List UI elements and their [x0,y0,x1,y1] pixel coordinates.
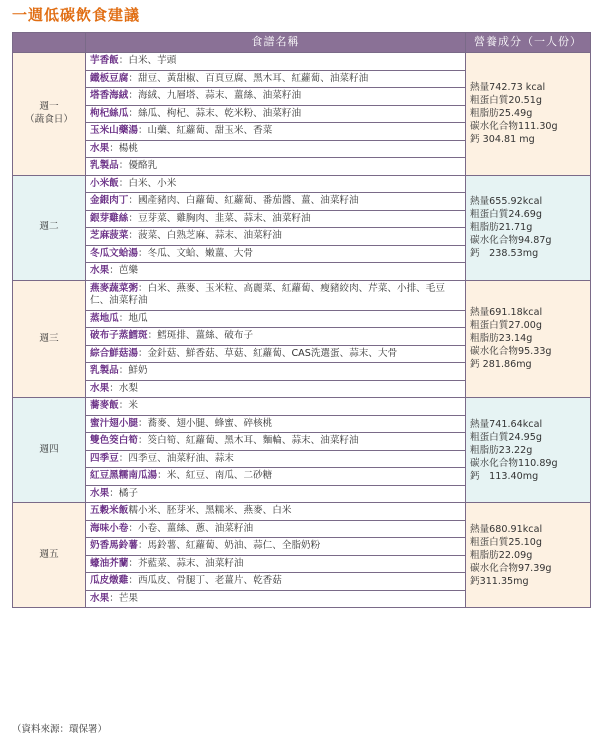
table-row [13,175,591,193]
dish-ingredients: ：金針菇、鮮香菇、草菇、紅蘿蔔、CAS洗選蛋、蒜末、大骨 [137,347,398,359]
dish-name: 綜合鮮菇湯 [90,347,138,359]
dish-ingredients: ：芒果 [109,592,138,604]
nutrition-line: 熱量680.91kcal [470,523,543,535]
nutrition-line: 鈣 113.40mg [470,470,539,482]
dish-ingredients: ：優酪乳 [118,160,158,171]
menu-item [86,88,466,106]
nutrition-line: 粗脂肪22.09g [470,549,533,561]
day-cell [13,280,86,398]
day-cell [13,175,86,280]
dish-ingredients: ：芭樂 [109,265,138,276]
dish-name: 瓜皮燉雞 [90,575,129,586]
dish-ingredients: ：鱈斑排、薑絲、破布子 [147,330,254,341]
menu-item [86,280,466,310]
menu-item [86,245,466,263]
nutrition-line: 粗蛋白質25.10g [470,536,542,548]
menu-item [86,105,466,123]
dish-name: 蕎麥飯 [90,400,119,411]
dish-name: 雙色筊白筍 [90,435,138,446]
dish-name: 水果 [90,382,110,394]
day-label: 週四 [39,443,59,455]
dish-name: 五穀米飯 [90,505,129,516]
menu-item [86,380,466,398]
dish-ingredients: ：白米、芋頭 [118,55,177,66]
nutrition-line: 熱量655.92kcal [470,196,543,207]
dish-ingredients: ：米 [118,400,138,411]
nutrition-line: 碳水化合物111.30g [470,121,558,133]
nutrition-line: 碳水化合物94.87g [470,235,552,246]
dish-ingredients: ：國產豬肉、白蘿蔔、紅蘿蔔、番茄醬、薑、油菜籽油 [128,195,359,206]
menu-item [86,228,466,246]
nutrition-line: 粗蛋白質20.51g [470,95,542,107]
menu-item [86,193,466,211]
dish-ingredients: ：四季豆、油菜籽油、蒜末 [118,452,234,464]
nutrition-line: 粗脂肪25.49g [470,108,533,120]
menu-item [86,415,466,433]
dish-name: 玉米山藥湯 [90,125,138,136]
menu-item [86,263,466,281]
nutrition-cell [466,280,591,398]
table-row [13,398,591,416]
dish-name: 小米飯 [90,177,119,189]
dish-name: 乳製品 [90,160,119,171]
dish-name: 四季豆 [90,452,119,464]
nutrition-cell [466,175,591,280]
dish-ingredients: ：山藥、紅蘿蔔、甜玉米、香菜 [137,125,273,136]
dish-name: 蠔油芥蘭 [90,557,129,569]
day-cell [13,503,86,608]
nutrition-line: 鈣 281.86mg [470,359,532,371]
dish-ingredients: ：米、紅豆、南瓜、二砂糖 [157,470,273,481]
menu-item [86,175,466,193]
table-header-row [13,33,591,53]
dish-name: 破布子蒸鱈斑 [90,330,148,341]
dish-ingredients: ：菠菜、白熟芝麻、蒜末、油菜籽油 [128,230,282,241]
day-label: 週五 [39,548,59,560]
dish-name: 枸杞絲瓜 [90,107,129,119]
day-cell [13,398,86,503]
nutrition-line: 粗蛋白質27.00g [470,320,542,332]
menu-item [86,398,466,416]
menu-item [86,328,466,346]
dish-ingredients: 糯小米、胚芽米、黑糯米、燕麥、白米 [128,505,292,516]
dish-ingredients: ：白米、燕麥、玉米粒、高麗菜、紅蘿蔔、瘦豬絞肉、芹菜、小排、毛豆仁、油菜籽油 [90,282,445,306]
menu-table [12,32,591,608]
dish-name: 蒸地瓜 [90,312,119,324]
nutrition-line: 碳水化合物97.39g [470,562,552,574]
nutrition-cell [466,53,591,176]
dish-name: 蜜汁翅小腿 [90,417,138,429]
menu-item [86,538,466,556]
nutrition-line: 鈣 304.81 mg [470,134,535,146]
dish-name: 銀芽雞絲 [90,212,129,224]
table-row [13,53,591,71]
menu-item [86,310,466,328]
menu-item [86,590,466,608]
menu-item [86,158,466,176]
dish-name: 鐵板豆腐 [90,72,129,84]
menu-item [86,573,466,591]
nutrition-line: 粗脂肪23.22g [470,444,533,456]
dish-ingredients: ：豆芽菜、雞胸肉、韭菜、蒜末、油菜籽油 [128,212,311,224]
menu-item [86,433,466,451]
dish-name: 水果 [90,265,110,276]
menu-item [86,468,466,486]
dish-name: 海味小卷 [90,522,129,534]
nutrition-line: 熱量742.73 kcal [470,82,546,94]
dish-name: 奶香馬鈴薯 [90,540,138,551]
dish-ingredients: ：小卷、薑絲、蔥、油菜籽油 [128,522,254,534]
dish-name: 芝麻菠菜 [90,230,129,241]
dish-name: 芋香飯 [90,55,119,66]
dish-ingredients: ：楊桃 [109,142,138,154]
nutrition-line: 粗蛋白質24.95g [470,431,542,443]
nutrition-cell [466,398,591,503]
day-label: 週一 [39,101,59,113]
dish-ingredients: ：鮮奶 [118,365,148,376]
header-nutrition: 營養成分（一人份） [466,33,591,53]
nutrition-line: 鈣311.35mg [470,575,529,587]
table-row [13,280,591,310]
dish-ingredients: ：冬瓜、文蛤、嫩薑、大骨 [137,247,254,259]
nutrition-line: 粗脂肪21.71g [470,222,533,233]
menu-item [86,485,466,503]
dish-ingredients: ：芥藍菜、蒜末、油菜籽油 [128,557,244,569]
dish-ingredients: ：筊白筍、紅蘿蔔、黑木耳、麵輪、蒜末、油菜籽油 [137,435,359,446]
menu-item [86,555,466,573]
dish-ingredients: ：蕎麥、翅小腿、蜂蜜、碎核桃 [137,417,273,429]
nutrition-line: 熱量691.18kcal [470,307,543,319]
dish-name: 水果 [90,142,110,154]
dish-ingredients: ：白米、小米 [118,177,177,189]
header-menu: 食譜名稱 [86,33,466,53]
nutrition-line: 碳水化合物110.89g [470,457,558,469]
table-row [13,503,591,521]
day-note: （蔬食日） [25,113,73,125]
nutrition-line: 鈣 238.53mg [470,248,539,259]
dish-name: 水果 [90,487,110,499]
source-note: （資料來源：環保署） [12,724,108,735]
dish-name: 燕麥蔬菜粥 [90,282,138,294]
page-title: 一週低碳飲食建議 [12,6,141,24]
menu-item [86,53,466,71]
menu-item [86,210,466,228]
menu-item [86,140,466,158]
dish-ingredients: ：馬鈴薯、紅蘿蔔、奶油、蒜仁、全脂奶粉 [137,540,321,551]
dish-ingredients: ：水梨 [109,382,138,394]
nutrition-line: 碳水化合物95.33g [470,346,552,358]
dish-name: 塔香海絨 [90,90,129,101]
menu-item [86,123,466,141]
menu-item [86,450,466,468]
menu-item [86,70,466,88]
dish-ingredients: ：地瓜 [118,312,148,324]
nutrition-line: 粗蛋白質24.69g [470,209,542,220]
menu-item [86,503,466,521]
nutrition-line: 粗脂肪23.14g [470,333,533,345]
menu-item [86,345,466,363]
menu-item [86,363,466,381]
dish-ingredients: ：絲瓜、枸杞、蒜末、乾米粉、油菜籽油 [128,107,302,119]
dish-name: 乳製品 [90,365,119,376]
dish-ingredients: ：西瓜皮、骨腿丁、老薑片、乾香菇 [128,575,282,586]
dish-ingredients: ：海絨、九層塔、蒜末、薑絲、油菜籽油 [128,90,302,101]
dish-ingredients: ：橘子 [109,487,138,499]
nutrition-line: 熱量741.64kcal [470,418,543,430]
day-label: 週二 [39,221,59,233]
day-cell [13,53,86,176]
menu-item [86,520,466,538]
dish-name: 紅豆黑糯南瓜湯 [90,470,158,481]
dish-ingredients: ：甜豆、黃甜椒、百頁豆腐、黑木耳、紅蘿蔔、油菜籽油 [128,72,369,84]
nutrition-cell [466,503,591,608]
dish-name: 水果 [90,592,110,604]
dish-name: 金銀肉丁 [90,195,129,206]
day-label: 週三 [39,332,59,344]
header-day [13,33,86,53]
dish-name: 冬瓜文蛤湯 [90,247,138,259]
